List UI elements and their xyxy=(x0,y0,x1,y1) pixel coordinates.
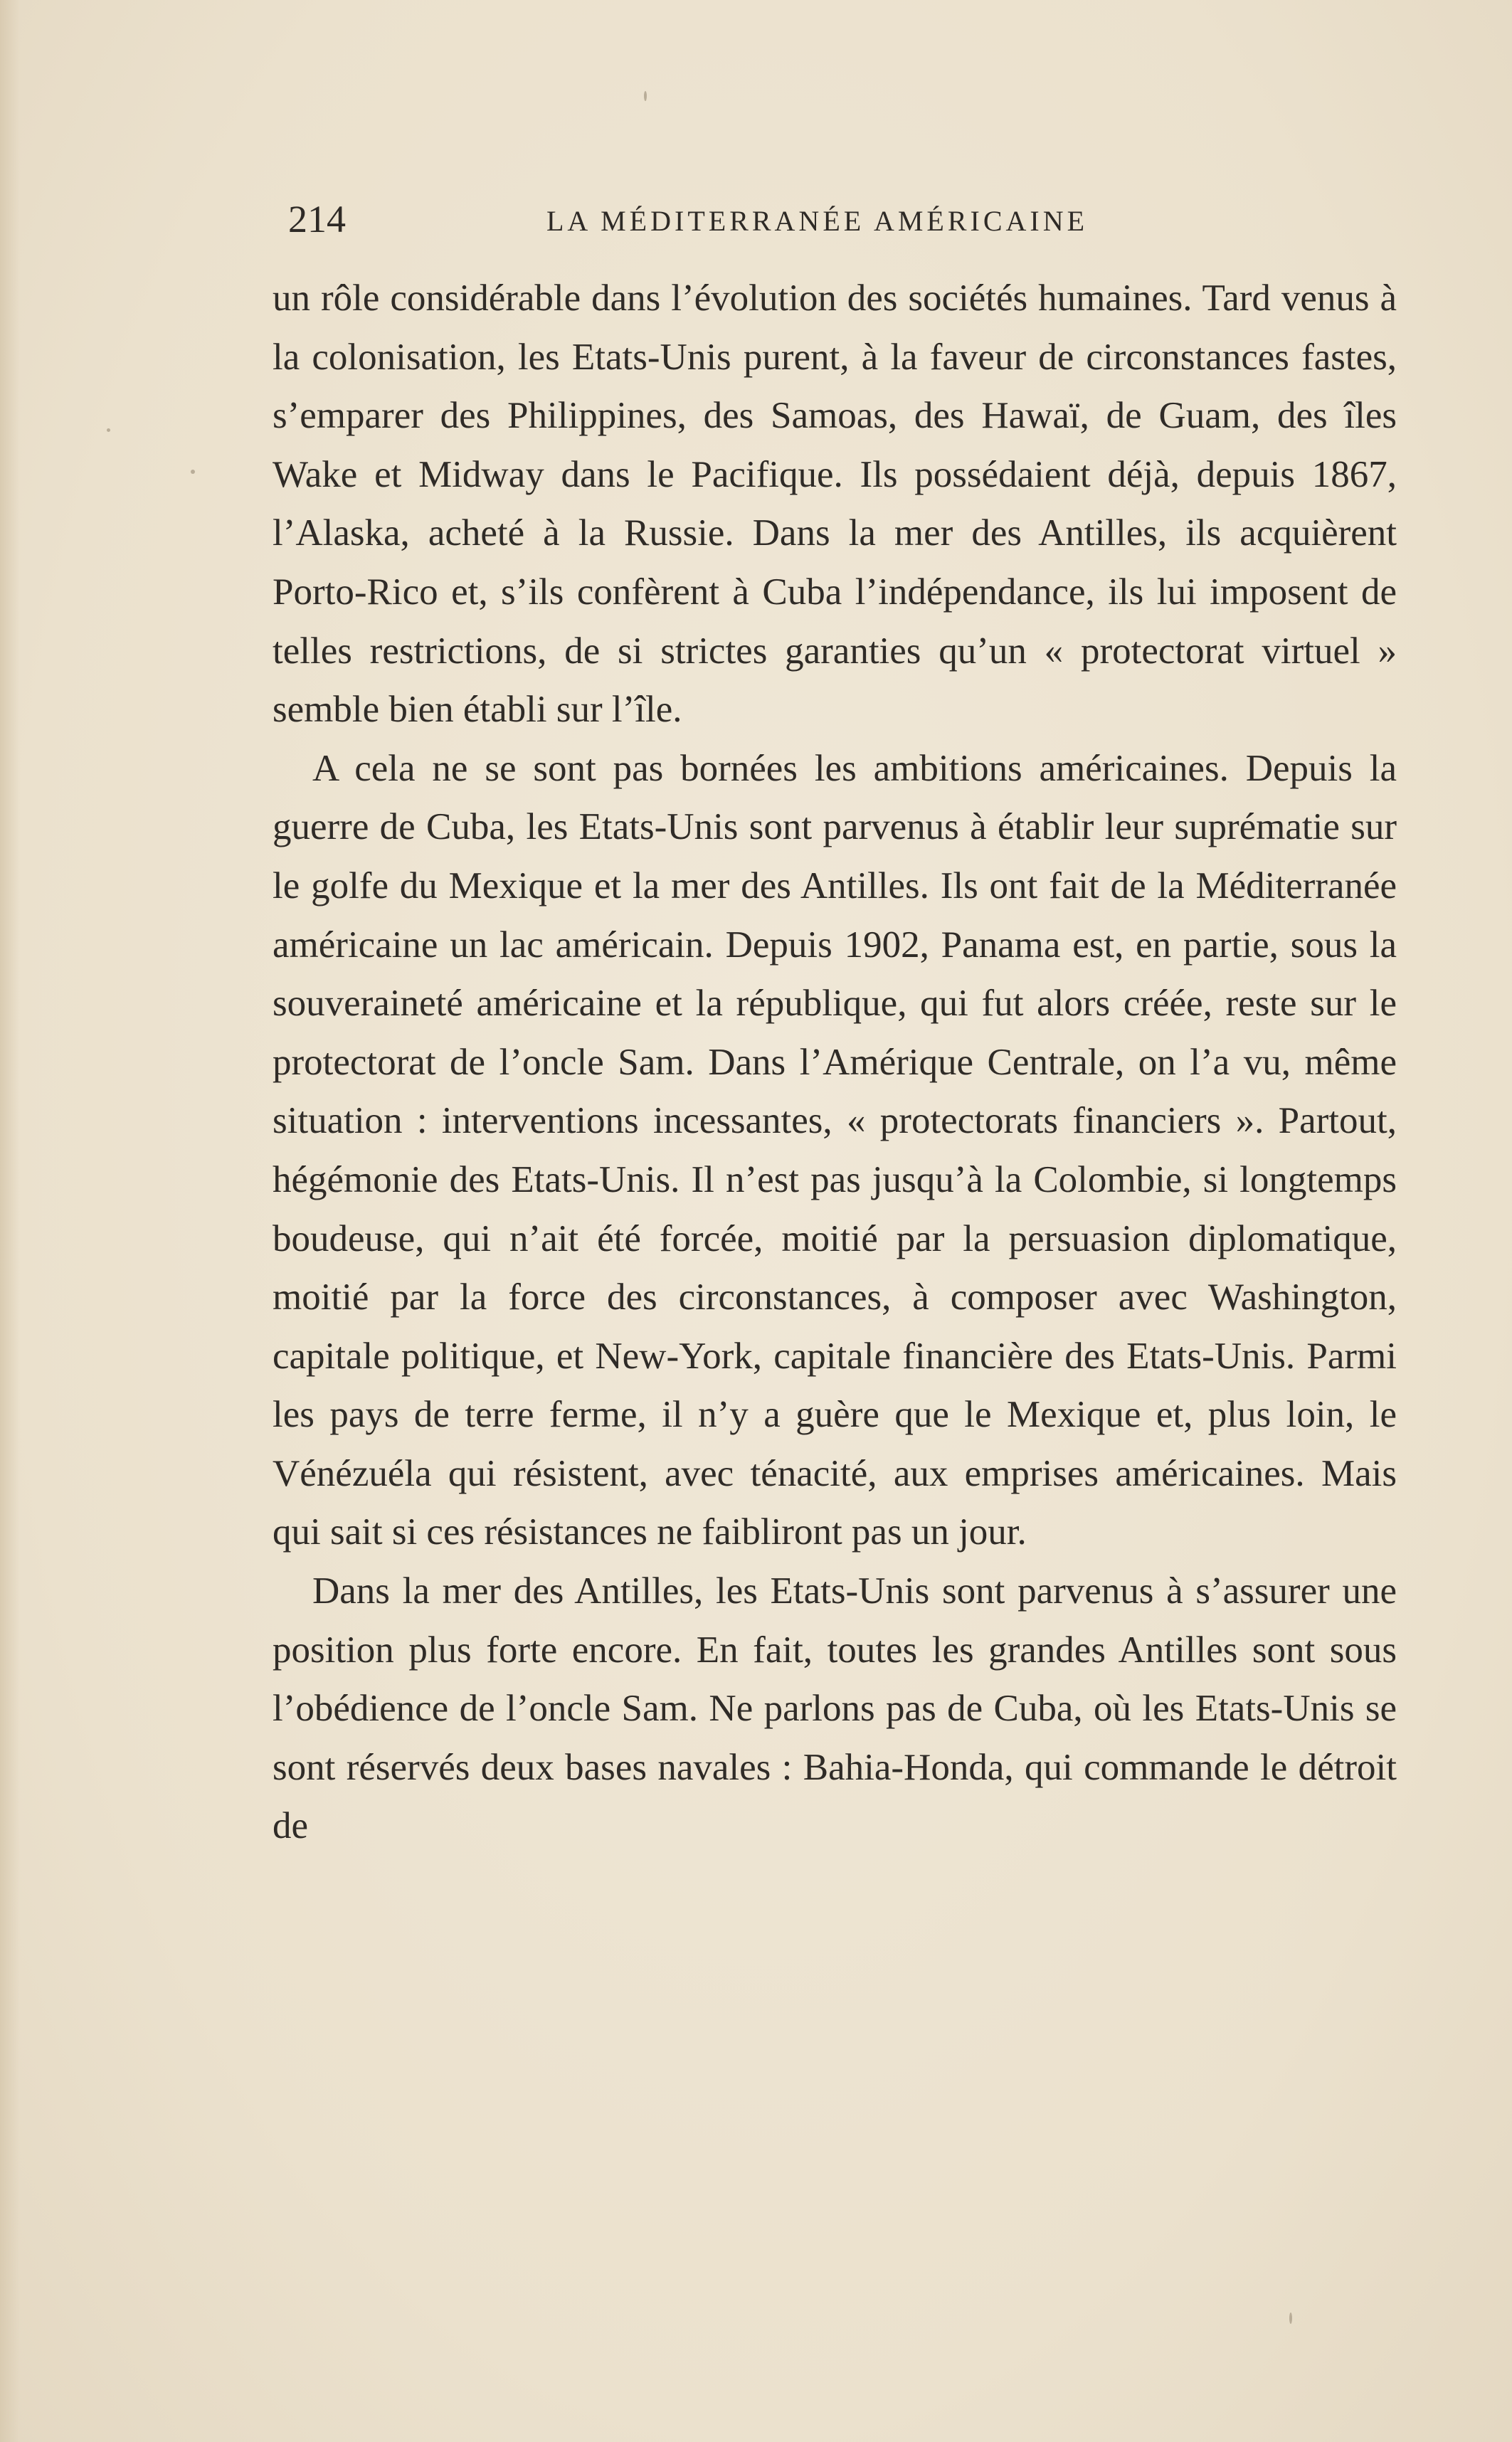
page-number: 214 xyxy=(288,198,346,240)
paper-speck xyxy=(107,428,110,432)
paragraph-3: Dans la mer des Antilles, les Etats-Unis sont parvenus à s’assurer une position plus forte encore. En fait, toutes les grandes Antilles sont sous l’obédience de l’oncle Sam. Ne parlons pas de Cuba, où les Etats-Unis se sont réservés deux bases navales : Bahia-Honda, qui commande le détroit de xyxy=(273,1570,1397,1847)
paper-speck xyxy=(191,470,195,474)
paragraph-2: A cela ne se sont pas bornées les ambitions américaines. Depuis la guerre de Cuba, les Etats-Unis sont parvenus à établir leur suprématie sur le golfe du Mexique et la mer des Antilles. Ils ont fait de la Méditerranée américaine un lac américain. Depuis 1902, Panama est, en partie, sous la souveraineté américaine et la république, qui fut alors créée, reste sur le protectorat de l’oncle Sam. Dans l’Amérique Centrale, on l’a vu, même situation : interventions incessantes, « protectorats financiers ». Partout, hégémonie des Etats-Unis. Il n’est pas jusqu’à la Colombie, si longtemps boudeuse, qui n’ait été forcée, moitié par la persuasion diplomatique, moitié par la force des circonstances, à composer avec Washington, capitale politique, et New-York, capitale financière des Etats-Unis. Parmi les pays de terre ferme, il n’y a guère que le Mexique et, plus loin, le Vénézuéla qui résistent, avec ténacité, aux emprises américaines. Mais qui sait si ces résistances ne faibliront pas un jour. xyxy=(273,747,1397,1553)
running-title: LA MÉDITERRANÉE AMÉRICAINE xyxy=(546,205,1089,237)
body-text xyxy=(273,269,1397,1856)
page-header xyxy=(288,191,1398,248)
paper-speck xyxy=(1289,2312,1292,2324)
page-spine-shadow xyxy=(0,0,20,2442)
paragraph-1: un rôle considérable dans l’évolution des sociétés humaines. Tard venus à la colonisation, les Etats-Unis purent, à la faveur de circonstances fastes, s’emparer des Philippines, des Samoas, des Hawaï, de Guam, des îles Wake et Midway dans le Pacifique. Ils possédaient déjà, depuis 1867, l’Alaska, acheté à la Russie. Dans la mer des Antilles, ils acquièrent Porto-Rico et, s’ils confèrent à Cuba l’indépendance, ils lui imposent de telles restrictions, de si strictes garanties qu’un « protectorat virtuel » semble bien établi sur l’île. xyxy=(273,278,1397,731)
paper-speck xyxy=(644,91,647,101)
